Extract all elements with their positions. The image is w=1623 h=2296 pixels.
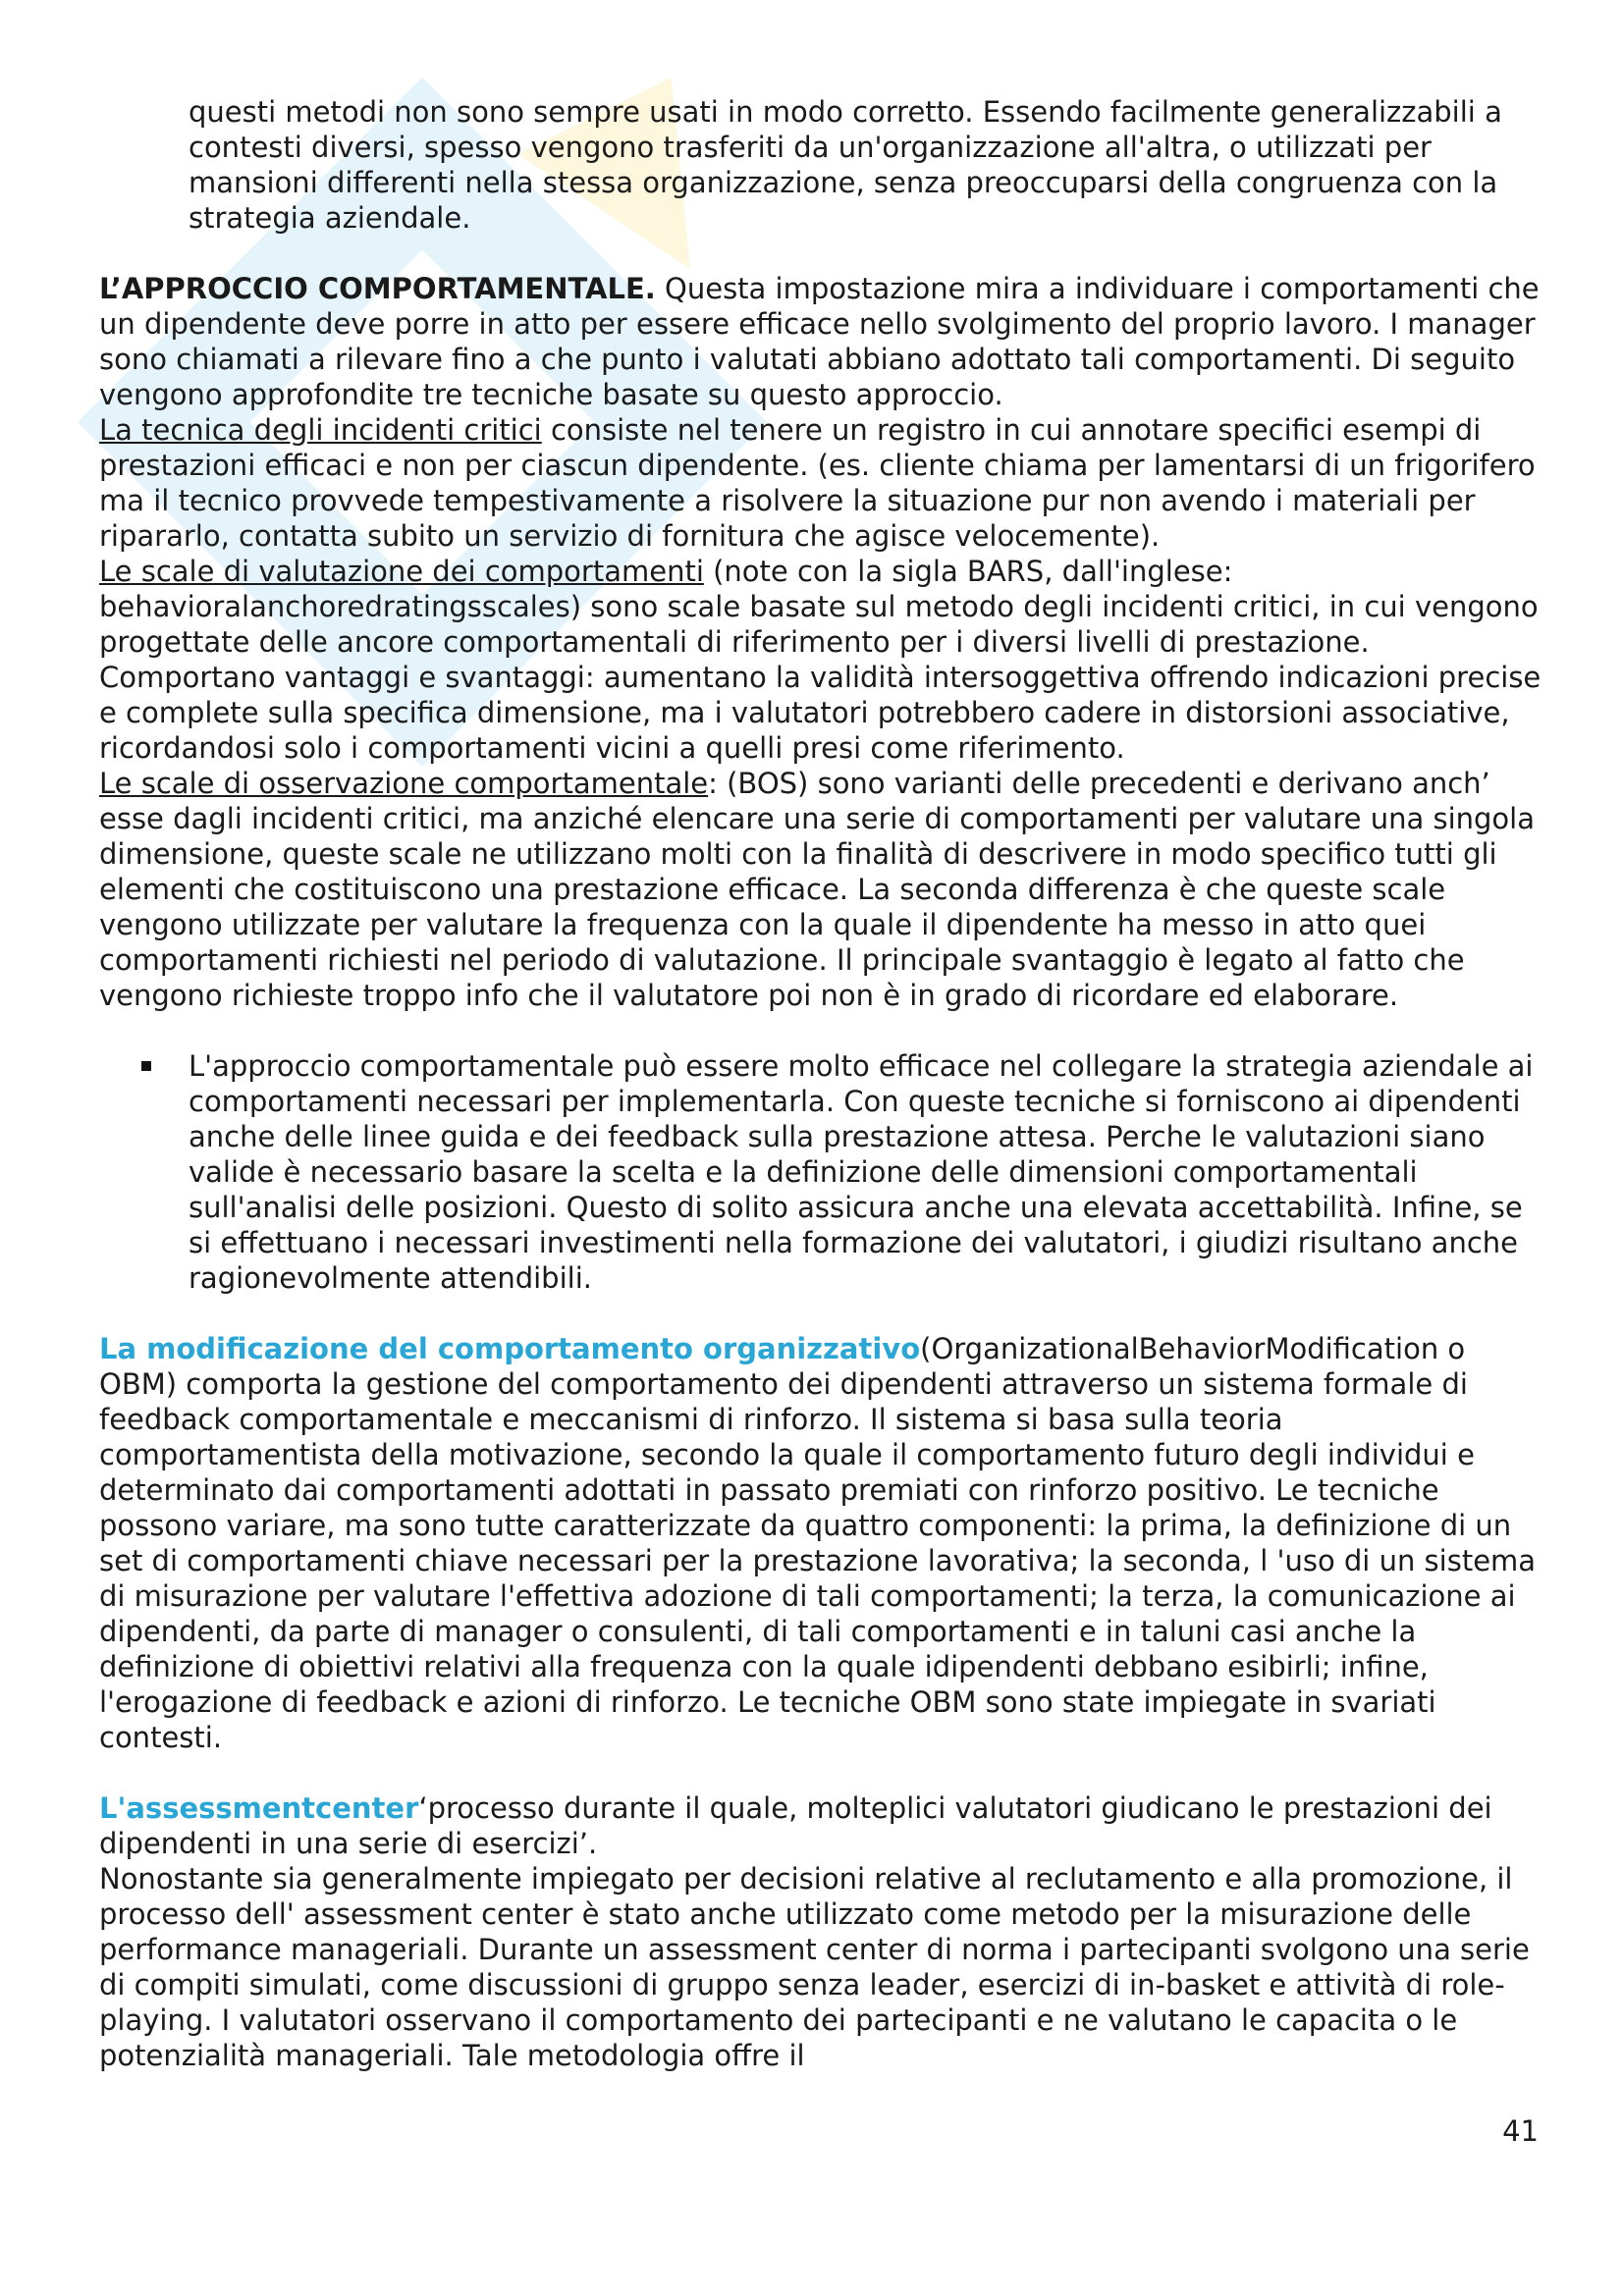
intro-paragraph: questi metodi non sono sempre usati in modo corretto. Essendo facilmente generalizzabili a contesti diversi, spesso vengono trasferiti da un'organizzazione all'altra, o utilizzati per mansioni differenti nella stessa organizzazione, senza preoccuparsi della congruenza con la strategia aziendale. <box>189 95 1502 235</box>
bos-title: Le scale di osservazione comportamentale <box>99 767 709 800</box>
assessment-definition-paragraph <box>99 1790 1542 1861</box>
list-item <box>99 1048 1542 1296</box>
behavioral-intro <box>99 271 1542 412</box>
bos-paragraph <box>99 766 1542 1013</box>
bos-text: : (BOS) sono varianti delle precedenti e derivano anch’ esse dagli incidenti critici, ma anziché elencare una serie di comportamenti per valutare una singola dimensione, queste scale ne utilizzano molti con la finalità di descrivere in modo specifico tutti gli elementi che costituiscono una prestazione efficace. La seconda differenza è che queste scale vengono utilizzate per valutare la frequenza con la quale il dipendente ha messo in atto quei comportamenti richiesti nel periodo di valutazione. Il principale svantaggio è legato al fatto che vengono richieste troppo info che il valutatore poi non è in grado di ricordare ed elaborare. <box>99 767 1535 1012</box>
obm-paragraph <box>99 1331 1542 1755</box>
assessment-text: Nonostante sia generalmente impiegato per decisioni relative al reclutamento e alla promozione, il processo dell' assessment center è stato anche utilizzato come metodo per la misurazione delle performance manageriali. Durante un assessment center di norma i partecipanti svolgono una serie di compiti simulati, come discussioni di gruppo senza leader, esercizi di in-basket e attività di role-playing. I valutatori osservano il comportamento dei partecipanti e ne valutano le capacita o le potenzialità manageriali. Tale metodologia offre il <box>99 1862 1530 2072</box>
document-body <box>99 94 1542 2073</box>
page-number: 41 <box>1502 2114 1539 2148</box>
critical-incidents-text: consiste nel tenere un registro in cui annotare specifici esempi di prestazioni efficaci e non per ciascun dipendente. (es. cliente chiama per lamentarsi di un frigorifero ma il tecnico provvede tempestivamente a risolvere la situazione pur non avendo i materiali per ripararlo, contatta subito un servizio di fornitura che agisce velocemente). <box>99 413 1536 553</box>
obm-text: (OrganizationalBehaviorModification o OBM) comporta la gestione del comportamento dei dipendenti attraverso un sistema formale di feedback comportamentale e meccanismi di rinforzo. Il sistema si basa sulla teoria comportamentista della motivazione, secondo la quale il comportamento futuro degli individui e determinato dai comportamenti adottati in passato premiati con rinforzo positivo. Le tecniche possono variare, ma sono tutte caratterizzate da quattro componenti: la prima, la definizione di un set di comportamenti chiave necessari per la prestazione lavorativa; la seconda, l 'uso di un sistema di misurazione per valutare l'effettiva adozione di tali comportamenti; la terza, la comunicazione ai dipendenti, da parte di manager o consulenti, di tali comportamenti e in taluni casi anche la definizione di obiettivi relativi alla frequenza con la quale idipendenti debbano esibirli; infine, l'erogazione di feedback e azioni di rinforzo. Le tecniche OBM sono state impiegate in svariati contesti. <box>99 1332 1537 1754</box>
assessment-heading: L'assessmentcenter <box>99 1791 419 1825</box>
behavioral-section <box>99 271 1542 1013</box>
critical-incidents-paragraph <box>99 412 1542 554</box>
bullet-text: L'approccio comportamentale può essere molto efficace nel collegare la strategia aziendale ai comportamenti necessari per implementarla. Con queste tecniche si forniscono ai dipendenti anche delle linee guida e dei feedback sulla prestazione attesa. Perche le valutazioni siano valide è necessario basare la scelta e la definizione delle dimensioni comportamentali sull'analisi delle posizioni. Questo di solito assicura anche una elevata accettabilità. Infine, se si effettuano i necessari investimenti nella formazione dei valutatori, i giudizi risultano anche ragionevolmente attendibili. <box>189 1049 1534 1295</box>
bullet-square-icon <box>99 1048 189 1296</box>
bars-paragraph <box>99 554 1542 766</box>
bars-title: Le scale di valutazione dei comportamenti <box>99 555 704 588</box>
obm-heading: La modificazione del comportamento organizzativo <box>99 1332 921 1365</box>
critical-incidents-title: La tecnica degli incidenti critici <box>99 413 542 447</box>
behavioral-intro-text: Questa impostazione mira a individuare i comportamenti che un dipendente deve porre in atto per essere efficace nello svolgimento del proprio lavoro. I manager sono chiamati a rilevare fino a che punto i valutati abbiano adottato tali comportamenti. Di seguito vengono approfondite tre tecniche basate su questo approccio. <box>99 272 1540 411</box>
behavioral-heading: L’APPROCCIO COMPORTAMENTALE. <box>99 272 656 305</box>
assessment-definition: ‘processo durante il quale, molteplici valutatori giudicano le prestazioni dei dipendenti in una serie di esercizi’. <box>99 1791 1492 1860</box>
bars-text: (note con la sigla BARS, dall'inglese: behavioralanchoredratingsscales) sono scale basate sul metodo degli incidenti critici, in cui vengono progettate delle ancore comportamentali di riferimento per i diversi livelli di prestazione. Comportano vantaggi e svantaggi: aumentano la validità intersoggettiva offrendo indicazioni precise e complete sulla specifica dimensione, ma i valutatori potrebbero cadere in distorsioni associative, ricordandosi solo i comportamenti vicini a quelli presi come riferimento. <box>99 555 1542 765</box>
